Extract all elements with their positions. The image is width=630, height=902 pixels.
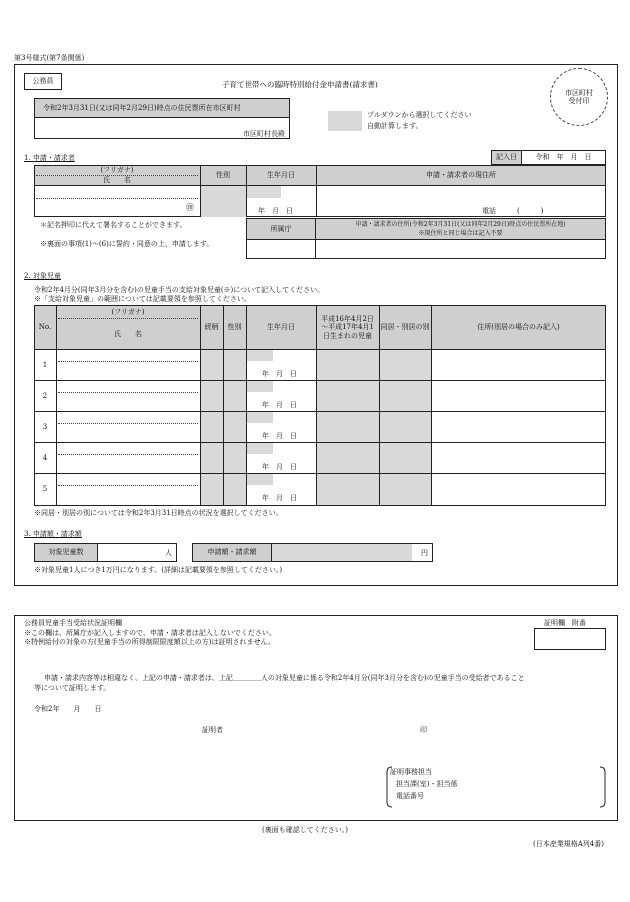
contact-phone: 電話番号: [396, 792, 424, 800]
jis-note: (日本産業規格A列4番): [533, 840, 604, 848]
address-label: 申請・請求者の現住所: [426, 171, 496, 180]
relationship-dropdown[interactable]: [201, 412, 223, 442]
amount-auto-calc: [272, 544, 412, 561]
furigana-input[interactable]: [36, 186, 198, 198]
cohabitation-dropdown[interactable]: [380, 381, 431, 411]
col-birthdate: 生年月日: [267, 323, 295, 332]
cert-number-label: 証明欄 附番: [544, 619, 586, 627]
section2-heading: 2. 対象児童: [24, 272, 61, 280]
row-number: 3: [42, 422, 48, 431]
back-side-note: (裏面も確認してください。): [262, 826, 348, 834]
cohabitation-dropdown[interactable]: [380, 474, 431, 505]
office-input[interactable]: [246, 239, 316, 259]
sign-note: ＊記名押印に代えて署名することができます。: [40, 221, 187, 229]
child-name-input[interactable]: [58, 413, 198, 441]
cert-date[interactable]: 令和2年 月 日: [34, 705, 102, 713]
cohabitation-footnote: ※同居・別居の別については令和2年3月31日時点の状況を選択してください。: [34, 509, 283, 517]
birthdate-era-dropdown[interactable]: [247, 186, 281, 198]
address2-label: 申請・請求者の住所(令和2年3月31日(又は同年2月29日)時点の住民票所在地) ※現住所と同じ場合は記入不要: [315, 218, 606, 240]
agree-note: ※裏面の事項(1)～(6)に誓約・同意の上、申請します。: [40, 240, 214, 248]
era-dropdown[interactable]: [247, 443, 273, 454]
cert-body-cont: 等について証明します。: [34, 684, 111, 692]
born-range-dropdown[interactable]: [317, 412, 379, 442]
gender-dropdown[interactable]: [201, 186, 246, 217]
reception-stamp: 市区町村 受付印: [550, 68, 608, 126]
auto-calc-legend: 自動計算します。: [367, 122, 423, 130]
cert-number-input[interactable]: [534, 628, 606, 650]
relationship-dropdown[interactable]: [201, 474, 223, 505]
section3-heading: 3. 申請額・請求額: [24, 530, 82, 538]
era-dropdown[interactable]: [247, 474, 273, 485]
gender-dropdown[interactable]: [224, 381, 246, 411]
era-dropdown[interactable]: [247, 381, 273, 392]
child-count-field[interactable]: [97, 543, 177, 562]
phone-field[interactable]: 電話 ( ): [482, 207, 544, 215]
cert-body: 申請・請求内容等は相違なく、上記の申請・請求者は、上記＿＿＿＿人の対象児童に係る令和2年4月分(同年3月分を含む)の児童手当の受給者であること: [44, 674, 525, 682]
col-born-range: 平成16年4月2日～平成17年4月1日生まれの児童: [321, 314, 374, 340]
gender-dropdown[interactable]: [224, 350, 246, 380]
child-name-input[interactable]: [58, 475, 198, 504]
relationship-dropdown[interactable]: [201, 443, 223, 473]
amount-label: 申請額・請求額: [192, 543, 272, 562]
row-number: 4: [42, 453, 48, 462]
office-label: 所属庁: [246, 218, 316, 240]
birthdate-ymd[interactable]: 年 月 日: [262, 401, 297, 409]
relationship-dropdown[interactable]: [201, 350, 223, 380]
col-address: 住所(別居の場合のみ記入): [477, 323, 560, 332]
gender-dropdown[interactable]: [224, 412, 246, 442]
birthdate-ymd[interactable]: 年 月 日: [262, 494, 297, 502]
gender-label: 性別: [216, 171, 230, 180]
col-gender: 性別: [227, 323, 242, 332]
gender-dropdown[interactable]: [224, 474, 246, 505]
dropdown-legend-swatch: [328, 111, 362, 131]
form-number: 第3号様式(第7条関係): [14, 54, 85, 62]
row-number: 5: [42, 485, 48, 494]
cohabitation-dropdown[interactable]: [380, 350, 431, 380]
date-value[interactable]: 令和 年 月 日: [521, 150, 606, 165]
col-name: 氏 名: [114, 330, 142, 339]
form-title: 子育て世帯への臨時特別給付金申請書(請求書): [222, 80, 378, 89]
born-range-dropdown[interactable]: [317, 350, 379, 380]
municipality-input[interactable]: [34, 117, 290, 139]
era-dropdown[interactable]: [247, 412, 273, 423]
furigana-label: (フリガナ): [100, 166, 134, 175]
cohabitation-dropdown[interactable]: [380, 443, 431, 473]
amount-field: [271, 543, 433, 562]
contact-department: 担当課(室)・担当係: [396, 780, 458, 788]
child-name-input[interactable]: [58, 444, 198, 472]
child-address-input[interactable]: [432, 350, 605, 380]
cert-note1: ※この欄は、所属庁が記入しますので、申請・請求者は記入しないでください。: [24, 629, 276, 637]
col-furigana: (フリガナ): [111, 307, 145, 316]
koumuin-label: 公務員: [24, 73, 62, 90]
cert-title: 公務員児童手当受給状況証明欄: [24, 619, 122, 627]
birthdate-ymd[interactable]: 年 月 日: [262, 463, 297, 471]
born-range-dropdown[interactable]: [317, 474, 379, 505]
name-input[interactable]: [36, 199, 186, 216]
cert-note2: ※特例給付の対象の方(児童手当の所得制限限度額以上の方)は証明されません。: [24, 638, 275, 646]
child-address-input[interactable]: [432, 412, 605, 442]
residence-municipality-label: 令和2年3月31日(又は同年2月29日)時点の住民票所在市区町村: [34, 98, 290, 118]
birthdate-ymd[interactable]: 年 月 日: [262, 370, 297, 378]
birthdate-label: 生年月日: [267, 171, 295, 180]
certifier-label: 証明者: [202, 726, 223, 734]
mayor-label: 市区町村長殿: [243, 130, 285, 138]
child-address-input[interactable]: [432, 381, 605, 411]
child-name-input[interactable]: [58, 351, 198, 379]
date-label: 記入日: [491, 150, 522, 165]
born-range-dropdown[interactable]: [317, 443, 379, 473]
section1-heading: 1. 申請・請求者: [24, 154, 75, 162]
seal-label: 印: [420, 726, 427, 734]
children-note: 令和2年4月分(同年3月分を含む)の児童手当の支給対象児童(※)について記入してください。: [34, 286, 325, 294]
address2-input[interactable]: [315, 239, 606, 259]
birthdate-ymd[interactable]: 年 月 日: [258, 207, 293, 215]
dropdown-legend: プルダウンから選択してください: [367, 111, 472, 119]
col-no: No.: [38, 323, 52, 332]
amount-unit: 円: [421, 549, 428, 557]
child-count-label: 対象児童数: [34, 543, 98, 562]
children-range-note: ※「支給対象児童」の範囲については記載要領を参照してください。: [34, 295, 251, 303]
contact-box: [386, 766, 606, 808]
birthdate-ymd[interactable]: 年 月 日: [262, 432, 297, 440]
era-dropdown[interactable]: [247, 350, 273, 361]
row-number: 2: [42, 391, 48, 400]
child-address-input[interactable]: [432, 474, 605, 505]
gender-dropdown[interactable]: [224, 443, 246, 473]
name-label: 氏 名: [103, 176, 131, 185]
contact-title: 証明事務担当: [390, 768, 432, 776]
seal-mark: ㊞: [186, 203, 194, 212]
col-relationship: 続柄: [204, 323, 219, 332]
cohabitation-dropdown[interactable]: [380, 412, 431, 442]
count-unit: 人: [165, 549, 172, 557]
child-address-input[interactable]: [432, 443, 605, 473]
amount-note: ※対象児童1人につき1万円になります。(詳細は記載要領を参照してください。): [34, 566, 283, 574]
row-number: 1: [42, 360, 48, 369]
child-name-input[interactable]: [58, 382, 198, 410]
relationship-dropdown[interactable]: [201, 381, 223, 411]
col-cohabitation: 同居・別居の別: [380, 323, 430, 332]
born-range-dropdown[interactable]: [317, 381, 379, 411]
